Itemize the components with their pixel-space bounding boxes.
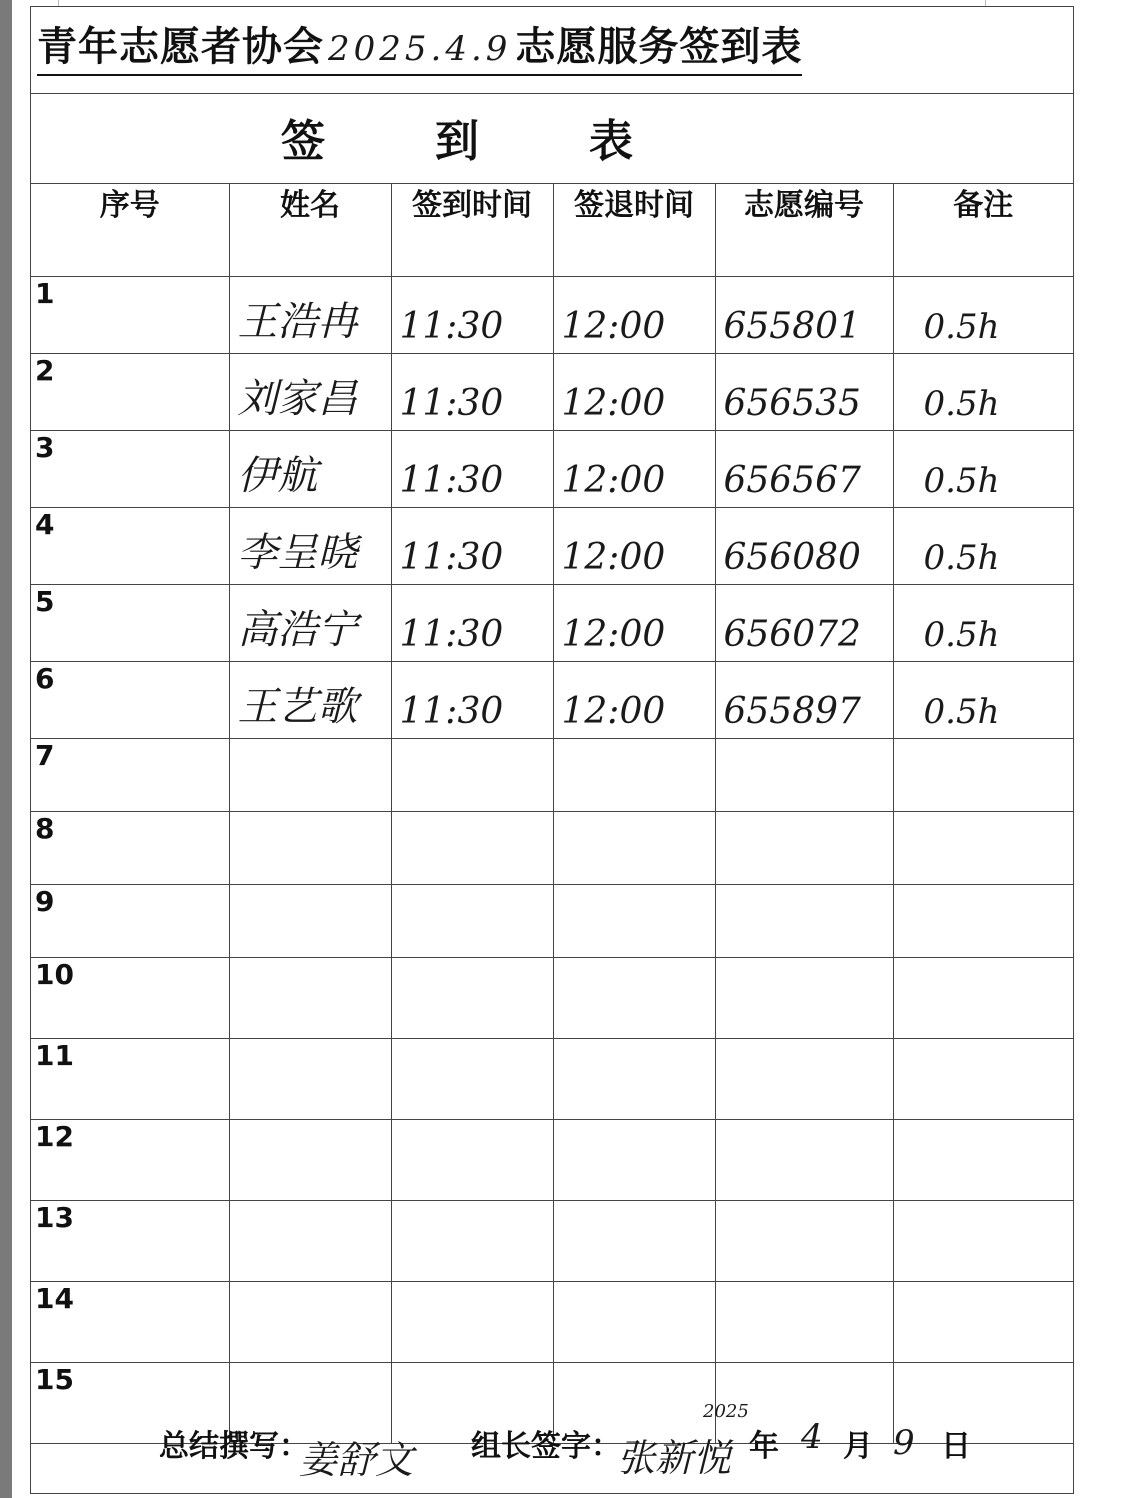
- table-row: [31, 958, 1073, 1039]
- name-cell: [229, 1282, 391, 1363]
- name-cell: [229, 885, 391, 958]
- handwritten-out: 12:00: [561, 537, 666, 578]
- document-title: [37, 15, 802, 76]
- footer: [31, 1401, 1073, 1495]
- remarks-cell: [893, 812, 1073, 885]
- handwritten-note: 0.5h: [923, 538, 1000, 578]
- row-number: 14: [35, 1282, 74, 1315]
- sign-out-time-cell: [553, 662, 715, 739]
- volunteer-id-cell: [715, 662, 893, 739]
- sign-out-time-cell: [553, 739, 715, 812]
- sign-in-time-cell: [391, 1120, 553, 1201]
- handwritten-name: 刘家昌: [237, 376, 358, 422]
- remarks-cell: [893, 1120, 1073, 1201]
- sign-in-time-cell: [391, 739, 553, 812]
- handwritten-in: 11:30: [399, 460, 504, 501]
- row-number: 6: [35, 662, 55, 695]
- summary-label: 总结撰写：: [159, 1429, 309, 1464]
- title-suffix: 志愿服务签到表: [515, 24, 803, 70]
- sign-out-time-cell: [553, 1120, 715, 1201]
- sign-out-time-cell: [553, 1201, 715, 1282]
- remarks-cell: [893, 958, 1073, 1039]
- row-number: 3: [35, 431, 55, 464]
- sign-in-time-cell: [391, 812, 553, 885]
- sign-in-time-cell: [391, 958, 553, 1039]
- handwritten-name: 李呈晓: [237, 530, 358, 576]
- handwritten-id: 656567: [723, 460, 861, 501]
- name-cell: [229, 812, 391, 885]
- header-serial: 序号: [31, 184, 229, 277]
- serial-cell: [31, 354, 229, 431]
- handwritten-note: 0.5h: [923, 307, 1000, 347]
- subtitle-row: [31, 93, 1073, 184]
- volunteer-id-cell: [715, 1282, 893, 1363]
- table-row: [31, 585, 1073, 662]
- remarks-cell: [893, 585, 1073, 662]
- row-number: 8: [35, 812, 55, 845]
- handwritten-name: 高浩宁: [237, 607, 358, 653]
- table-header-row: [31, 184, 1073, 277]
- sign-in-time-cell: [391, 431, 553, 508]
- handwritten-id: 656080: [723, 537, 861, 578]
- sign-in-table: [31, 183, 1073, 1444]
- year-char: 年: [749, 1429, 779, 1464]
- volunteer-id-cell: [715, 508, 893, 585]
- row-number: 10: [35, 958, 74, 991]
- sign-out-time-cell: [553, 1282, 715, 1363]
- handwritten-in: 11:30: [399, 614, 504, 655]
- table-row: [31, 1120, 1073, 1201]
- volunteer-id-cell: [715, 958, 893, 1039]
- sign-out-time-cell: [553, 958, 715, 1039]
- serial-cell: [31, 662, 229, 739]
- volunteer-id-cell: [715, 1120, 893, 1201]
- month-value: 4: [801, 1417, 823, 1457]
- sign-out-time-cell: [553, 277, 715, 354]
- row-number: 13: [35, 1201, 74, 1234]
- title-row: [31, 7, 1073, 94]
- remarks-cell: [893, 508, 1073, 585]
- row-number: 1: [35, 277, 55, 310]
- sign-in-time-cell: [391, 354, 553, 431]
- leader-label: 组长签字：: [471, 1429, 621, 1464]
- remarks-cell: [893, 277, 1073, 354]
- sign-out-time-cell: [553, 431, 715, 508]
- remarks-cell: [893, 1282, 1073, 1363]
- row-number: 12: [35, 1120, 74, 1153]
- table-row: [31, 739, 1073, 812]
- serial-cell: [31, 277, 229, 354]
- handwritten-in: 11:30: [399, 691, 504, 732]
- name-cell: [229, 585, 391, 662]
- remarks-cell: [893, 1201, 1073, 1282]
- handwritten-id: 656535: [723, 383, 861, 424]
- serial-cell: [31, 1282, 229, 1363]
- day-value: 9: [893, 1423, 915, 1463]
- table-row: [31, 1039, 1073, 1120]
- viewer-left-edge: [0, 0, 12, 1498]
- header-remarks: 备注: [893, 184, 1073, 277]
- handwritten-note: 0.5h: [923, 615, 1000, 655]
- handwritten-note: 0.5h: [923, 384, 1000, 424]
- volunteer-id-cell: [715, 1039, 893, 1120]
- handwritten-out: 12:00: [561, 614, 666, 655]
- handwritten-in: 11:30: [399, 537, 504, 578]
- handwritten-id: 656072: [723, 614, 861, 655]
- table-row: [31, 431, 1073, 508]
- handwritten-out: 12:00: [561, 383, 666, 424]
- handwritten-note: 0.5h: [923, 692, 1000, 732]
- row-number: 4: [35, 508, 55, 541]
- remarks-cell: [893, 1039, 1073, 1120]
- title-date-handwritten: 2025.4.9: [328, 29, 512, 69]
- volunteer-id-cell: [715, 277, 893, 354]
- remarks-cell: [893, 885, 1073, 958]
- volunteer-id-cell: [715, 1201, 893, 1282]
- table-row: [31, 1282, 1073, 1363]
- serial-cell: [31, 585, 229, 662]
- sign-in-time-cell: [391, 885, 553, 958]
- day-char: 日: [941, 1429, 971, 1464]
- table-row: [31, 662, 1073, 739]
- header-sign-in-time: 签到时间: [391, 184, 553, 277]
- sign-in-time-cell: [391, 1201, 553, 1282]
- volunteer-id-cell: [715, 585, 893, 662]
- header-sign-out-time: 签退时间: [553, 184, 715, 277]
- serial-cell: [31, 1039, 229, 1120]
- volunteer-id-cell: [715, 885, 893, 958]
- table-row: [31, 354, 1073, 431]
- row-number: 7: [35, 739, 55, 772]
- table-row: [31, 277, 1073, 354]
- table-row: [31, 508, 1073, 585]
- sign-out-time-cell: [553, 885, 715, 958]
- name-cell: [229, 739, 391, 812]
- sign-in-sheet: [30, 6, 1074, 1494]
- name-cell: [229, 354, 391, 431]
- handwritten-in: 11:30: [399, 306, 504, 347]
- remarks-cell: [893, 431, 1073, 508]
- remarks-cell: [893, 739, 1073, 812]
- sign-in-time-cell: [391, 585, 553, 662]
- year-handwritten: 2025: [703, 1401, 749, 1422]
- row-number: 15: [35, 1363, 74, 1396]
- name-cell: [229, 662, 391, 739]
- name-cell: [229, 277, 391, 354]
- handwritten-out: 12:00: [561, 691, 666, 732]
- name-cell: [229, 431, 391, 508]
- table-row: [31, 1201, 1073, 1282]
- title-prefix: 青年志愿者协会: [37, 24, 324, 70]
- sign-out-time-cell: [553, 812, 715, 885]
- handwritten-in: 11:30: [399, 383, 504, 424]
- sign-in-time-cell: [391, 277, 553, 354]
- serial-cell: [31, 885, 229, 958]
- serial-cell: [31, 508, 229, 585]
- sign-in-time-cell: [391, 508, 553, 585]
- sign-out-time-cell: [553, 1039, 715, 1120]
- serial-cell: [31, 958, 229, 1039]
- serial-cell: [31, 739, 229, 812]
- header-name: 姓名: [229, 184, 391, 277]
- handwritten-note: 0.5h: [923, 461, 1000, 501]
- handwritten-id: 655801: [723, 306, 861, 347]
- name-cell: [229, 1201, 391, 1282]
- subtitle: 签到表: [281, 116, 743, 167]
- name-cell: [229, 1039, 391, 1120]
- row-number: 2: [35, 354, 55, 387]
- remarks-cell: [893, 354, 1073, 431]
- volunteer-id-cell: [715, 354, 893, 431]
- leader-signature: 张新悦: [617, 1436, 732, 1480]
- handwritten-name: 伊航: [237, 453, 318, 499]
- row-number: 5: [35, 585, 55, 618]
- handwritten-out: 12:00: [561, 306, 666, 347]
- sign-out-time-cell: [553, 508, 715, 585]
- row-number: 9: [35, 885, 55, 918]
- serial-cell: [31, 1201, 229, 1282]
- name-cell: [229, 508, 391, 585]
- volunteer-id-cell: [715, 431, 893, 508]
- month-char: 月: [843, 1429, 873, 1464]
- name-cell: [229, 958, 391, 1039]
- sign-in-time-cell: [391, 1039, 553, 1120]
- serial-cell: [31, 1120, 229, 1201]
- handwritten-id: 655897: [723, 691, 861, 732]
- handwritten-name: 王浩冉: [237, 299, 358, 345]
- remarks-cell: [893, 662, 1073, 739]
- table-row: [31, 885, 1073, 958]
- volunteer-id-cell: [715, 739, 893, 812]
- header-volunteer-id: 志愿编号: [715, 184, 893, 277]
- table-row: [31, 812, 1073, 885]
- name-cell: [229, 1120, 391, 1201]
- row-number: 11: [35, 1039, 74, 1072]
- volunteer-id-cell: [715, 812, 893, 885]
- sign-in-time-cell: [391, 1282, 553, 1363]
- sign-out-time-cell: [553, 585, 715, 662]
- handwritten-out: 12:00: [561, 460, 666, 501]
- sign-out-time-cell: [553, 354, 715, 431]
- handwritten-name: 王艺歌: [237, 684, 358, 730]
- sign-in-time-cell: [391, 662, 553, 739]
- summary-signature: 姜舒文: [299, 1438, 414, 1482]
- serial-cell: [31, 812, 229, 885]
- serial-cell: [31, 431, 229, 508]
